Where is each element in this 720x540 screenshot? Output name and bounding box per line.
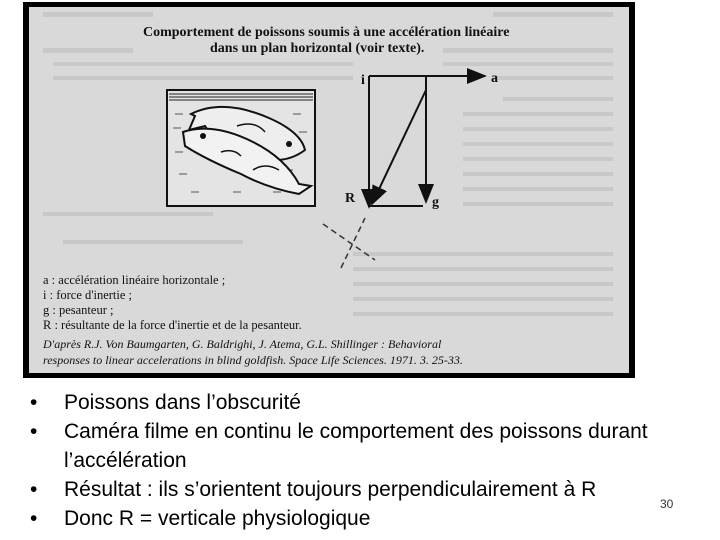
citation-line1: D'après R.J. Von Baumgarten, G. Baldrighi, J. Atema, G.L. Shillinger : Behavioral — [43, 337, 442, 351]
figure-title-line1: Comportement de poissons soumis à une accélération linéaire — [143, 25, 510, 40]
legend-R: R : résultante de la force d'inertie et de la pesanteur. — [43, 318, 302, 332]
label-a: a — [491, 71, 498, 86]
bullet-item: • Donc R = verticale physiologique — [30, 504, 690, 533]
figure-title-line2: dans un plan horizontal (voir texte). — [210, 41, 425, 56]
label-g: g — [432, 195, 439, 210]
legend-g: g : pesanteur ; — [43, 303, 114, 317]
bullet-item: • Poissons dans l’obscurité — [30, 388, 690, 417]
legend-i: i : force d'inertie ; — [43, 288, 133, 302]
bullet-item: • Résultat : ils s’orientent toujours perpendiculairement à R — [30, 475, 690, 504]
citation-line2: responses to linear accelerations in blind goldfish. Space Life Sciences. 1971. 3. 25-33. — [43, 353, 463, 367]
page-number: 30 — [660, 497, 674, 511]
label-i: i — [361, 73, 365, 88]
bullet-item: • Caméra filme en continu le comportement des poissons durant l’accélération — [30, 417, 690, 475]
aquarium-tank — [167, 90, 315, 206]
figure-drawing — [23, 2, 635, 378]
legend-a: a : accélération linéaire horizontale ; — [43, 273, 226, 287]
bullet-list — [30, 388, 690, 533]
scanned-figure — [23, 2, 635, 378]
label-R: R — [345, 191, 356, 206]
